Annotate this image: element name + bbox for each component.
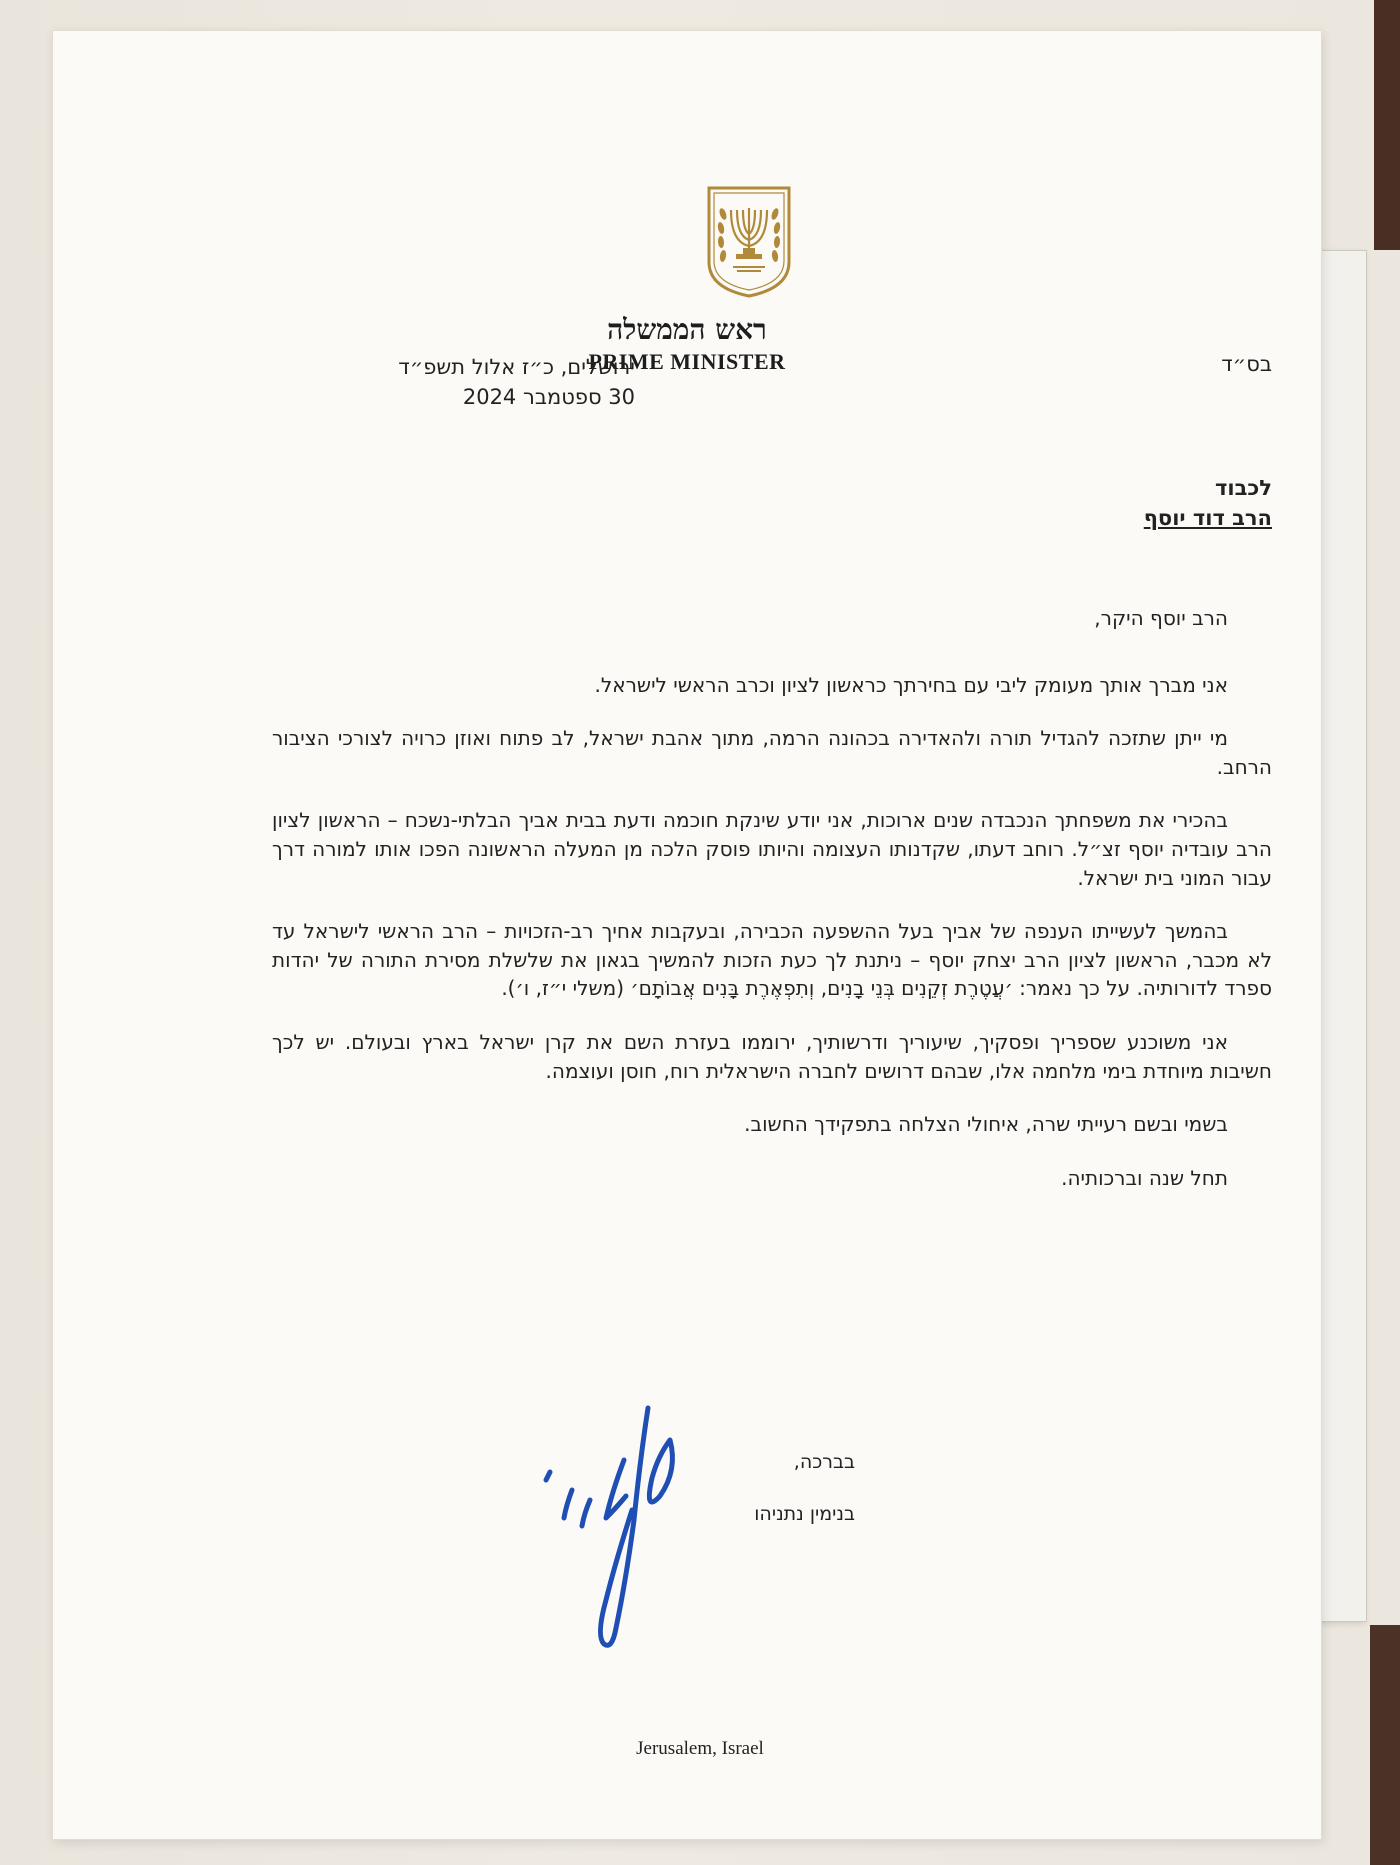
paragraph-2: מי ייתן שתזכה להגדיל תורה ולהאדירה בכהונה הרמה, מתוך אהבת ישראל, לב פתוח ואוזן כרויה לצורכי הציבור הרחב. <box>272 726 1272 779</box>
state-emblem-icon <box>703 184 795 299</box>
paragraph-6: בשמי ובשם רעייתי שרה, איחולי הצלחה בתפקידך החשוב. <box>744 1112 1228 1137</box>
table-edge-top <box>1374 0 1400 250</box>
paragraph-7: תחל שנה וברכותיה. <box>1061 1165 1228 1190</box>
footer-location: Jerusalem, Israel <box>636 1738 764 1759</box>
closing-block <box>754 1436 855 1540</box>
recipient-name: הרב דוד יוסף <box>1143 506 1272 530</box>
paragraph-3: בהכירי את משפחתך הנכבדה שנים ארוכות, אני יודע שינקת חוכמה ודעת בבית אביך הבלתי-נשכח – הראשון לציון הרב עובדיה יוסף זצ״ל. רוחב דעתו, שקדנותו העצומה והיותו פוסק הלכה מן המעלה הראשונה הפכו אותו למורה דרך עבור המוני בית ישראל. <box>272 808 1272 890</box>
paragraph-4: בהמשך לעשייתו הענפה של אביך בעל ההשפעה הכבירה, ובעקבות אחיך רב-הזכויות – הרב הראשי לישראל עד לא מכבר, הראשון לציון הרב יצחק יוסף – ניתנת לך כעת הזכות להמשיך בגאון את שלשלת מסירת התורה של יהדות ספרד לדורותיה. על כך נאמר: ׳עֲטֶרֶת זְקֵנִים בְּנֵי בָנִים, וְתִפְאֶרֶת בָּנִים אֲבוֹתָם׳ (משלי י״ז, ו׳). <box>272 919 1272 1001</box>
letterhead-title-english: PRIME MINISTER <box>588 349 786 374</box>
closing-salutation: בברכה, <box>793 1451 855 1473</box>
date-block <box>398 352 635 412</box>
signatory-name: בנימין נתניהו <box>754 1503 855 1525</box>
paragraph-5: אני משוכנע שספריך ופסקיך, שיעוריך ודרשותיך, ירוממו בעזרת השם את קרן ישראל בארץ ובעולם. יש לכך חשיבות מיוחדת בימי מלחמה אלו, שבהם דרושים לחברה הישראלית רוח, חוסן ועוצמה. <box>272 1029 1272 1083</box>
recipient-block <box>1144 473 1272 533</box>
handwritten-signature <box>520 1400 690 1660</box>
recipient-honorific: לכבוד <box>1215 476 1272 500</box>
letterhead-title-hebrew: ראש הממשלה <box>607 313 767 346</box>
letter-body <box>272 604 1272 1217</box>
bsd-mark: בס״ד <box>1221 352 1272 376</box>
greeting: הרב יוסף היקר, <box>1094 606 1228 630</box>
paragraph-1: אני מברך אותך מעומק ליבי עם בחירתך כראשון לציון וכרב הראשי לישראל. <box>594 672 1228 697</box>
gregorian-date: 30 ספטמבר 2024 <box>462 385 635 409</box>
hebrew-date: ירושלים, כ״ז אלול תשפ״ד <box>398 355 635 379</box>
